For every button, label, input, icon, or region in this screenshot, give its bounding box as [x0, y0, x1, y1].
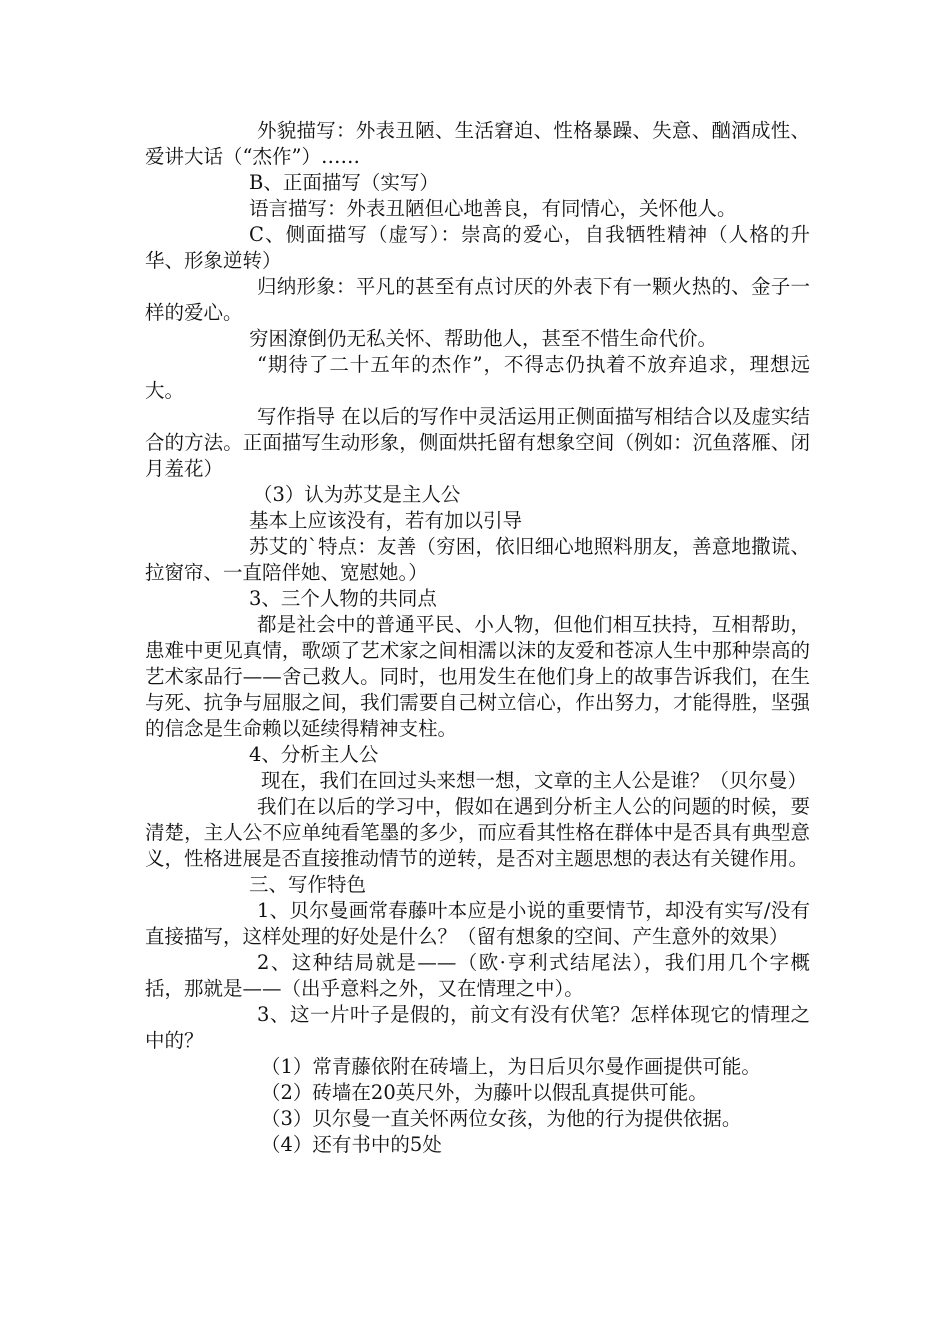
paragraph-protagonist-analysis-heading: 4、分析主人公 [249, 743, 379, 766]
paragraph-feature-1: 1、贝尔曼画常春藤叶本应是小说的重要情节，却没有实写/没有直接描写，这样处理的好处是什么？（留有想象的空间、产生意外的效果） [145, 899, 810, 948]
paragraph-image-summary: 归纳形象：平凡的甚至有点讨厌的外表下有一颗火热的、金子一样的爱心。 [145, 275, 810, 324]
paragraph-feature-3: 3、这一片叶子是假的，前文有没有伏笔？怎样体现它的情理之中的？ [145, 1003, 810, 1052]
paragraph-writing-guidance: 写作指导 在以后的写作中灵活运用正侧面描写相结合以及虚实结合的方法。正面描写生动形象，侧面烘托留有想象空间（例如：沉鱼落雁、闭月羞花） [145, 405, 810, 480]
paragraph-appearance-description: 外貌描写：外表丑陋、生活窘迫、性格暴躁、失意、酗酒成性、爱讲大话（“杰作”）…… [145, 119, 810, 168]
paragraph-guidance-note: 基本上应该没有，若有加以引导 [249, 509, 523, 532]
paragraph-foreshadow-4: （4）还有书中的5处 [261, 1133, 442, 1156]
paragraph-common-traits: 都是社会中的普通平民、小人物，但他们相互扶持，互相帮助，患难中更见真情，歌颂了艺术家之间相濡以沫的友爱和苍凉人生中那种崇高的艺术家品行——舍己救人。同时，也用发生在他们身上的故事告诉我们，在生与死、抗争与屈服之间，我们需要自己树立信心，作出努力，才能得胜，坚强的信念是生命赖以延续得精神支柱。 [145, 613, 810, 740]
paragraph-suai-protagonist-question: （3）认为苏艾是主人公 [253, 483, 461, 506]
paragraph-masterpiece-pursuit: “期待了二十五年的杰作”，不得志仍执着不放弃追求，理想远大。 [145, 353, 810, 402]
paragraph-foreshadow-3: （3）贝尔曼一直关怀两位女孩，为他的行为提供依据。 [261, 1107, 742, 1130]
paragraph-common-traits-heading: 3、三个人物的共同点 [249, 587, 437, 610]
paragraph-suai-traits: 苏艾的`特点：友善（穷困，依旧细心地照料朋友，善意地撒谎、拉窗帘、一直陪伴她、宽慰她。） [145, 535, 810, 584]
paragraph-indirect-description: C、侧面描写（虚写）：崇高的爱心，自我牺牲精神（人格的升华、形象逆转） [145, 223, 810, 272]
paragraph-writing-features-heading: 三、写作特色 [249, 873, 367, 896]
paragraph-protagonist-question: 现在，我们在回过头来想一想，文章的主人公是谁？（贝尔曼） [261, 769, 808, 792]
paragraph-protagonist-analysis: 我们在以后的学习中，假如在遇到分析主人公的问题的时候，要清楚，主人公不应单纯看笔墨的多少，而应看其性格在群体中是否具有典型意义，性格进展是否直接推动情节的逆转，是否对主题思想的表达有关键作用。 [145, 795, 810, 870]
document-body [145, 118, 810, 1158]
paragraph-feature-2: 2、这种结局就是——（欧·亨利式结尾法），我们用几个字概括，那就是——（出乎意料之外，又在情理之中）。 [145, 951, 810, 1000]
paragraph-direct-description-heading: B、正面描写（实写） [249, 171, 439, 194]
paragraph-foreshadow-2: （2）砖墙在20英尺外，为藤叶以假乱真提供可能。 [261, 1081, 708, 1104]
paragraph-language-description: 语言描写：外表丑陋但心地善良，有同情心，关怀他人。 [249, 197, 737, 220]
paragraph-foreshadow-1: （1）常青藤依附在砖墙上，为日后贝尔曼作画提供可能。 [261, 1055, 761, 1078]
paragraph-poverty-care: 穷困潦倒仍无私关怀、帮助他人，甚至不惜生命代价。 [249, 327, 718, 350]
